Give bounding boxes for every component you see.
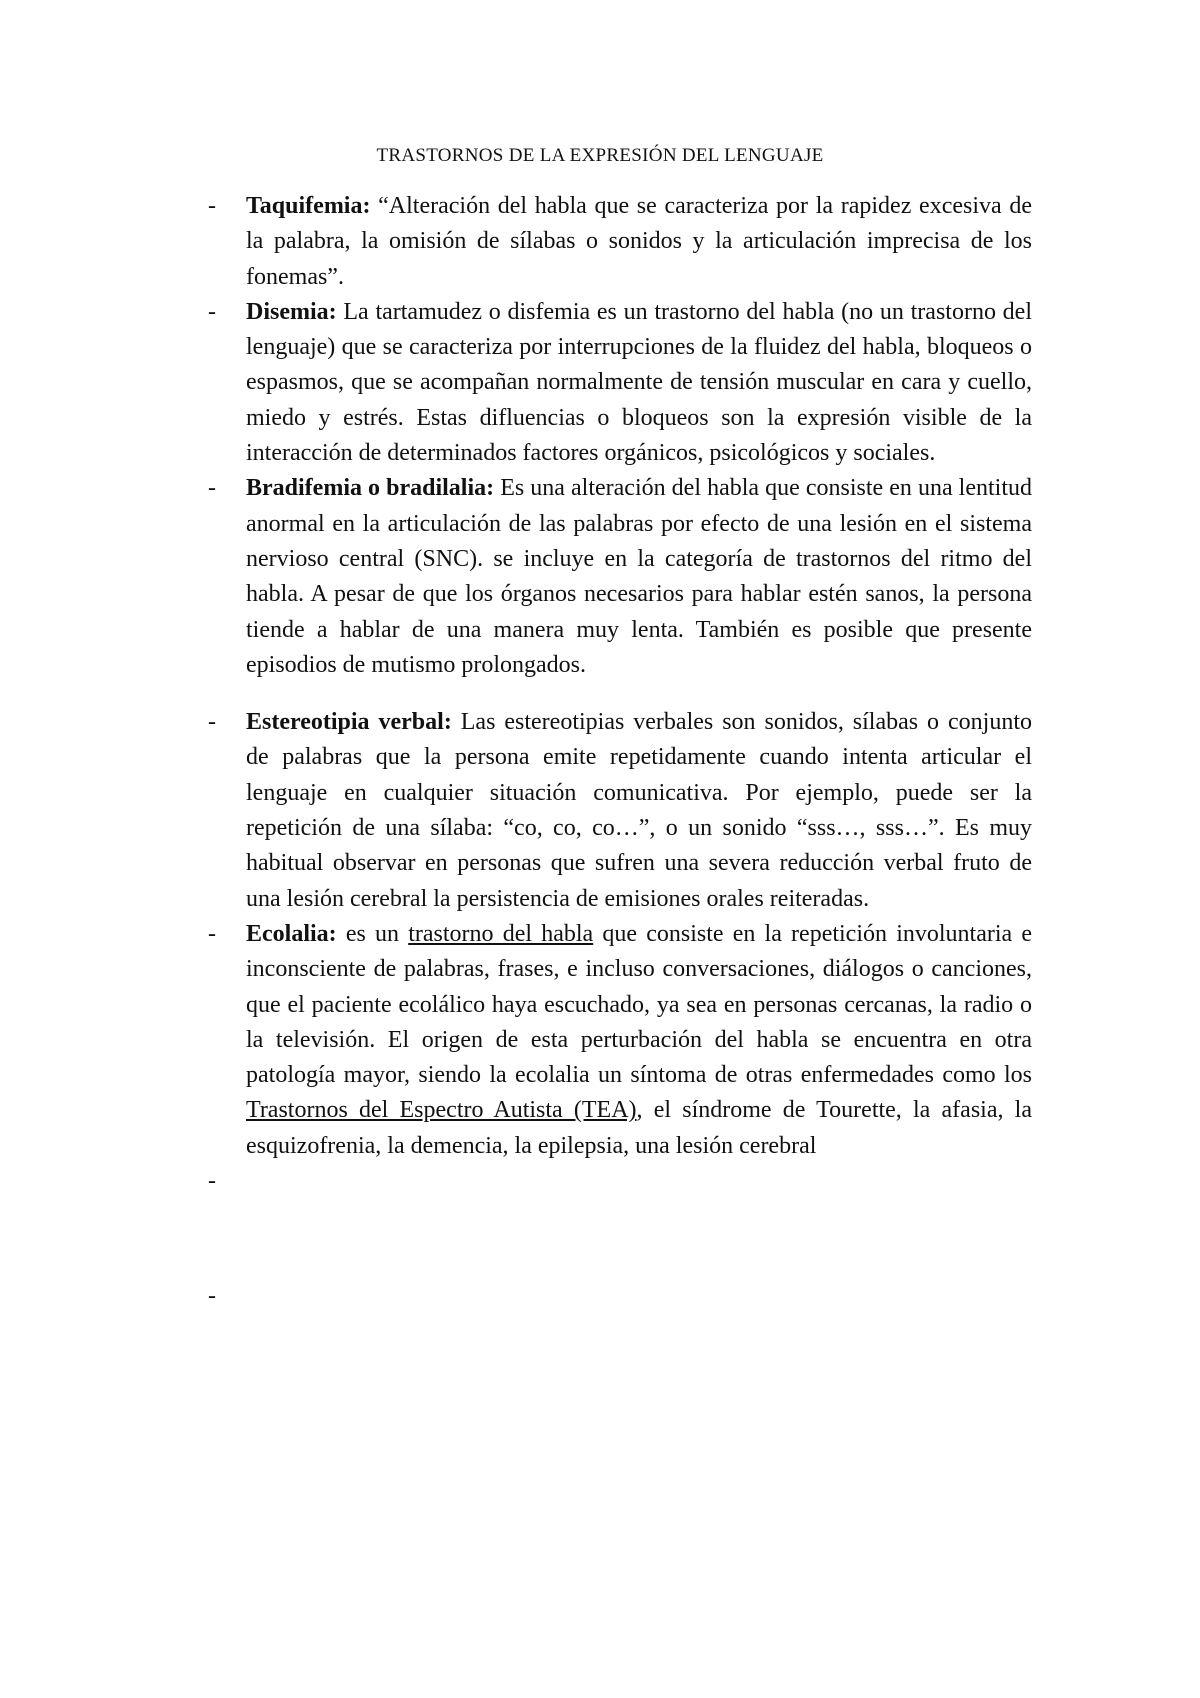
- empty-list-item: [208, 1279, 1032, 1314]
- bullet-dash: -: [208, 920, 216, 947]
- definition-estereotipia-verbal: Las estereotipias verbales son sonidos, sílabas o conjunto de palabras que la persona emite repetidamente cuando intenta articular el lenguaje en cualquier situación comunicativa. Por ejemplo, puede ser la repetición de una sílaba: “co, co, co…”, o un sonido “sss…, sss…”. Es muy habitual observar en personas que sufren una severa reducción verbal fruto de una lesión cerebral la persistencia de emisiones orales reiteradas.: [246, 709, 1032, 912]
- definition-ecolalia-part-2: que consiste en la repetición involuntaria e inconsciente de palabras, frases, e incluso conversaciones, diálogos o canciones, que el paciente ecolálico haya escuchado, ya sea en personas cercanas, la radio o la televisión. El origen de esta perturbación del habla se encuentra en otra patología mayor, siendo la ecolalia un síntoma de otras enfermedades como los: [246, 920, 1032, 1089]
- term-ecolalia: Ecolalia:: [246, 920, 337, 947]
- bullet-dash: -: [208, 298, 216, 325]
- list-item-ecolalia: [208, 917, 1032, 1164]
- bullet-dash: -: [208, 475, 216, 502]
- bullet-dash: -: [208, 1283, 216, 1310]
- link-trastorno-del-habla[interactable]: trastorno del habla: [408, 920, 594, 947]
- bullet-dash: -: [208, 1168, 216, 1195]
- definition-ecolalia-part-3: , el síndrome de Tourette, la afasia, la esquizofrenia, la demencia, la epilepsia, una lesión cerebral: [246, 1097, 1032, 1159]
- list-item-bradifemia: [208, 471, 1032, 683]
- bullet-dash: -: [208, 709, 216, 736]
- disorder-list: [208, 189, 1032, 1315]
- list-item-disemia: [208, 295, 1032, 471]
- empty-list-item: [208, 1164, 1032, 1199]
- term-disemia: Disemia:: [246, 298, 337, 325]
- bullet-dash: -: [208, 193, 216, 219]
- definition-taquifemia: “Alteración del habla que se caracteriza por la rapidez excesiva de la palabra, la omisión de sílabas o sonidos y la articulación imprecisa de los fonemas”.: [246, 193, 1032, 290]
- list-item-estereotipia-verbal: [208, 705, 1032, 917]
- definition-bradifemia: Es una alteración del habla que consiste en una lentitud anormal en la articulación de las palabras por efecto de una lesión en el sistema nervioso central (SNC). se incluye en la categoría de trastornos del ritmo del habla. A pesar de que los órganos necesarios para hablar estén sanos, la persona tiende a hablar de una manera muy lenta. También es posible que presente episodios de mutismo prolongados.: [246, 475, 1032, 678]
- link-trastornos-del-espectro-autista[interactable]: Trastornos del Espectro Autista (TEA): [246, 1097, 637, 1124]
- term-bradifemia: Bradifemia o bradilalia:: [246, 475, 495, 502]
- term-estereotipia-verbal: Estereotipia verbal:: [246, 709, 452, 736]
- list-item-taquifemia: [208, 189, 1032, 295]
- definition-disemia: La tartamudez o disfemia es un trastorno del habla (no un trastorno del lenguaje) que se caracteriza por interrupciones de la fluidez del habla, bloqueos o espasmos, que se acompañan normalmente de tensión muscular en cara y cuello, miedo y estrés. Estas difluencias o bloqueos son la expresión visible de la interacción de determinados factores orgánicos, psicológicos y sociales.: [246, 298, 1032, 467]
- definition-ecolalia-part-1: es un: [336, 920, 409, 947]
- term-taquifemia: Taquifemia:: [246, 193, 371, 219]
- document-title: TRASTORNOS DE LA EXPRESIÓN DEL LENGUAJE: [376, 145, 824, 166]
